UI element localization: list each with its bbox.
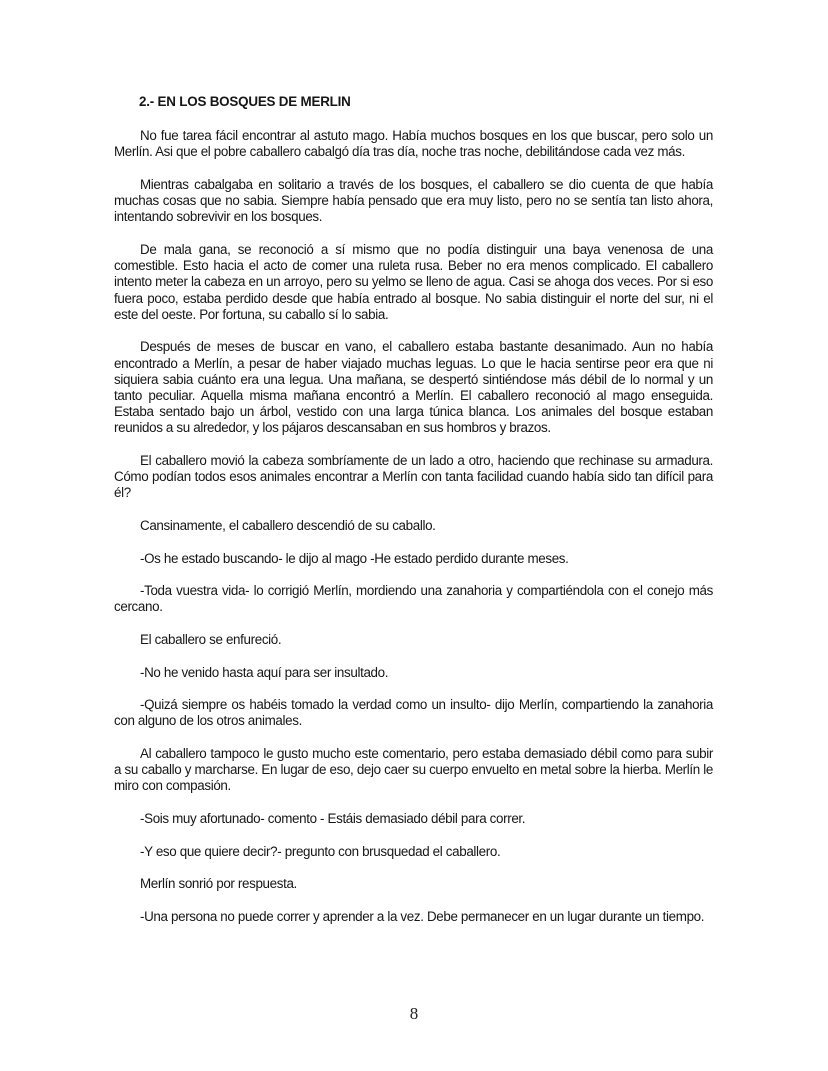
paragraph: De mala gana, se reconoció a sí mismo que no podía distinguir una baya venenosa de una comestible. Esto hacia el acto de comer una ruleta rusa. Beber no era menos complicado. El caballero intento meter la cabeza en un arroyo, pero su yelmo se lleno de agua. Casi se ahoga dos veces. Por si eso fuera poco, estaba perdido desde que había entrado al bosque. No sabia distinguir el norte del sur, ni el este del oeste. Por fortuna, su caballo sí lo sabia.: [114, 242, 713, 322]
chapter-title: 2.- EN LOS BOSQUES DE MERLIN: [139, 94, 351, 109]
paragraph: -Toda vuestra vida- lo corrigió Merlín, mordiendo una zanahoria y compartiéndola con el conejo más cercano.: [114, 583, 713, 615]
paragraph: Al caballero tampoco le gusto mucho este comentario, pero estaba demasiado débil como para subir a su caballo y marcharse. En lugar de eso, dejo caer su cuerpo envuelto en metal sobre la hierba. Merlín le miro con compasión.: [114, 745, 713, 794]
paragraph: Después de meses de buscar en vano, el caballero estaba bastante desanimado. Aun no había encontrado a Merlín, a pesar de haber viajado muchas leguas. Lo que le hacia sentirse peor era que ni siquiera sabia cuánto era una legua. Una mañana, se despertó sintiéndose más débil de lo normal y un tanto peculiar. Aquella misma mañana encontró a Merlín. El caballero reconoció al mago enseguida. Estaba sentado bajo un árbol, vestido con una larga túnica blanca. Los animales del bosque estaban reunidos a su alrededor, y los pájaros descansaban en sus hombros y brazos.: [114, 339, 713, 436]
paragraph: -Sois muy afortunado- comento - Estáis demasiado débil para correr.: [140, 810, 526, 826]
paragraph: -Una persona no puede correr y aprender a la vez. Debe permanecer en un lugar durante un tiempo.: [140, 908, 705, 924]
paragraph: -No he venido hasta aquí para ser insultado.: [140, 664, 389, 680]
paragraph: -Quizá siempre os habéis tomado la verdad como un insulto- dijo Merlín, compartiendo la zanahoria con alguno de los otros animales.: [114, 697, 713, 729]
document-page: [114, 94, 713, 941]
paragraph: Mientras cabalgaba en solitario a través de los bosques, el caballero se dio cuenta de que había muchas cosas que no sabia. Siempre había pensado que era muy listo, pero no se sentía tan listo ahora, intentando sobrevivir en los bosques.: [114, 177, 713, 225]
paragraph: El caballero movió la cabeza sombríamente de un lado a otro, haciendo que rechinase su armadura. Cómo podían todos esos animales encontrar a Merlín con tanta facilidad cuando había sido tan difícil para él?: [114, 453, 713, 501]
paragraph: -Y eso que quiere decir?- pregunto con brusquedad el caballero.: [140, 843, 501, 859]
paragraph: Merlín sonrió por respuesta.: [140, 876, 297, 892]
paragraph: Cansinamente, el caballero descendió de su caballo.: [140, 518, 436, 534]
paragraph: -Os he estado buscando- le dijo al mago -He estado perdido durante meses.: [140, 550, 569, 566]
paragraph: No fue tarea fácil encontrar al astuto mago. Había muchos bosques en los que buscar, pero solo un Merlín. Asi que el pobre caballero cabalgó día tras día, noche tras noche, debilitándose cada vez más.: [114, 128, 713, 160]
paragraph: El caballero se enfureció.: [140, 632, 282, 647]
page-number: 8: [409, 1004, 419, 1023]
